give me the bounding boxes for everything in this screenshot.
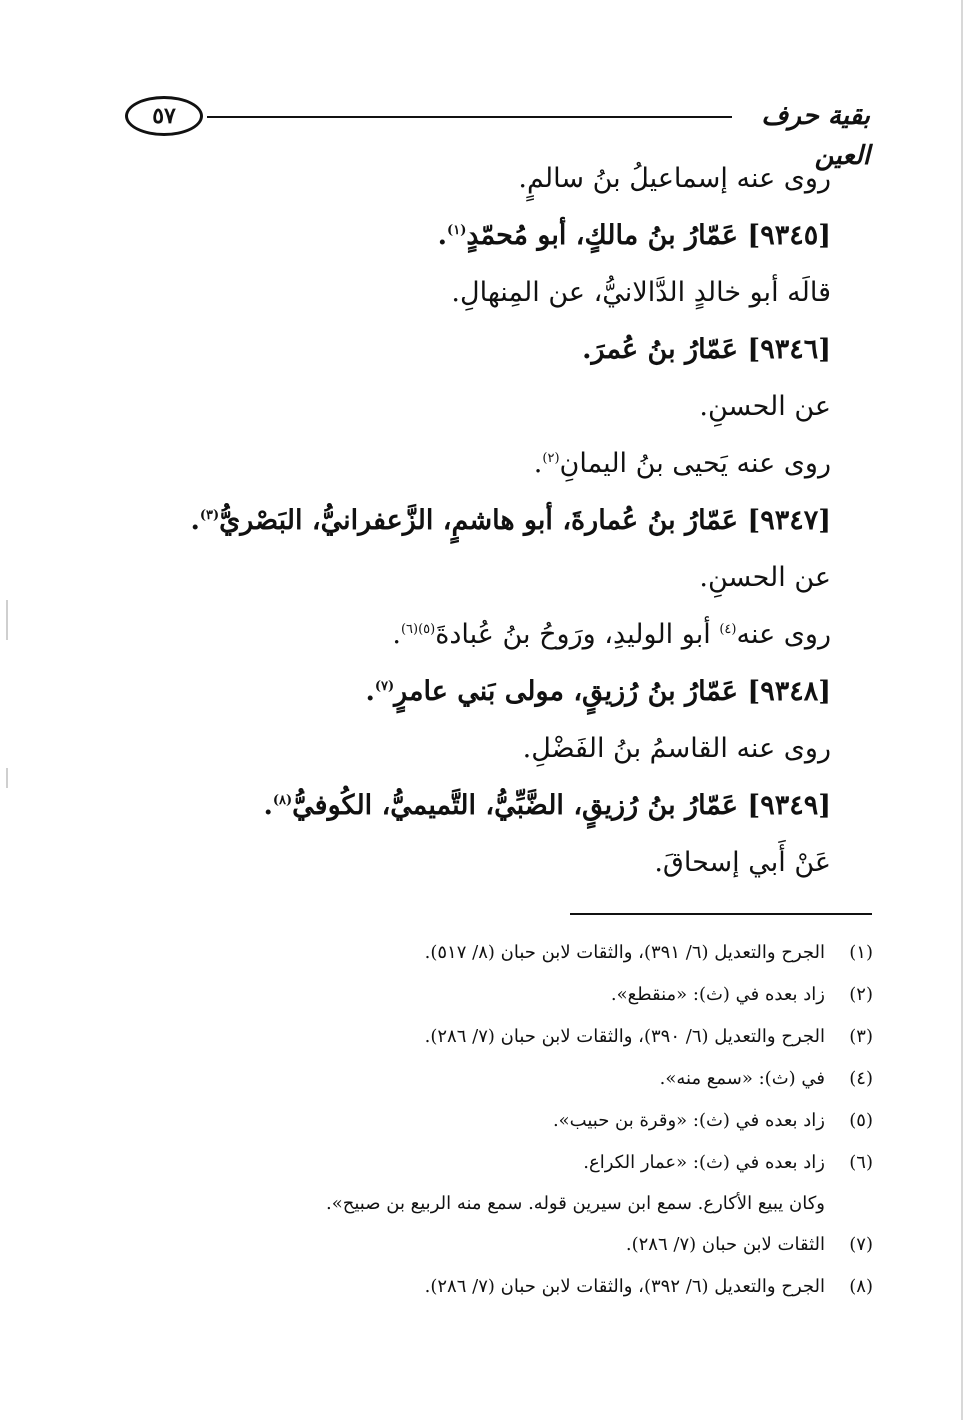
entry-heading [191, 663, 831, 720]
footnote-text: زاد بعده في (ث): «وقرة بن حبيب». [552, 1110, 825, 1131]
footnote-marker: (٢) [542, 451, 560, 466]
line-text: عن الحسنِ. [699, 562, 831, 593]
footnote-number: (٨) [849, 1276, 873, 1297]
footnotes [313, 932, 873, 1308]
line-tail: . [437, 220, 448, 251]
footnote-item [313, 1266, 873, 1308]
entry-number: [٩٣٤٦] [747, 334, 831, 365]
footnote-text: الجرح والتعديل (٦/ ٣٩٢)، والثقات لابن حبان (٧/ ٢٨٦). [424, 1276, 825, 1297]
footnote-number: (٥) [849, 1110, 873, 1131]
entry-name: عَمّارُ بنُ رُزيقٍ، الضَّبِّيُّ، التَّميميُّ، الكُوفيُّ [292, 790, 748, 821]
footnote-marker: (٤) [719, 622, 737, 637]
text-line [191, 834, 831, 891]
scan-mark [6, 768, 8, 788]
footnote-continuation: وكان يبيع الأكارع. سمع ابن سيرين قوله. سمع منه الربيع بن صبيح». [326, 1193, 825, 1214]
scan-mark [6, 600, 8, 640]
line-tail: . [392, 619, 401, 650]
footnote-number: (٦) [849, 1152, 873, 1173]
entry-number: [٩٣٤٨] [747, 676, 831, 707]
footnote-text: زاد بعده في (ث): «عمار الكراع. [583, 1152, 825, 1173]
footnote-text: زاد بعده في (ث): «منقطع». [610, 984, 825, 1005]
footnote-number: (٤) [849, 1068, 873, 1089]
footnote-item [313, 1058, 873, 1100]
footnote-number: (٣) [849, 1026, 873, 1047]
footnote-number: (٢) [849, 984, 873, 1005]
footnote-text: الجرح والتعديل (٦/ ٣٩٠)، والثقات لابن حبان (٧/ ٢٨٦). [424, 1026, 825, 1047]
footnote-marker: (٣) [199, 508, 220, 523]
line-text: روى عنه القاسمُ بنُ الفَضْلِ. [522, 733, 831, 764]
entry-heading [191, 492, 831, 549]
line-text: روى عنه يَحيى بنُ اليمانِ [559, 448, 831, 479]
footnote-marker: (٧) [374, 679, 395, 694]
entry-name: عَمّارُ بنُ مالكٍ، أبو مُحمّدٍ [466, 220, 748, 251]
page-number: ٥٧ [125, 96, 203, 136]
line-tail: . [190, 505, 200, 536]
page-edge-line [961, 0, 963, 1420]
footnote-number: (٧) [849, 1234, 873, 1255]
text-line [191, 264, 831, 321]
entry-name: عَمّارُ بنُ عُمارةَ، أبو هاشمٍ، الزَّعفرانيُّ، البَصْريُّ [219, 505, 748, 536]
line-text: عَنْ أَبي إسحاقَ. [654, 847, 831, 878]
line-tail: . [263, 790, 273, 821]
entry-name: عَمّارُ بنُ عُمرَ. [582, 334, 748, 365]
page-header [125, 96, 870, 171]
footnote-item [313, 1142, 873, 1184]
footnote-text: الثقات لابن حبان (٧/ ٢٨٦). [625, 1234, 825, 1255]
line-tail: . [365, 676, 375, 707]
footnote-item [313, 1016, 873, 1058]
footnote-marker: (١) [447, 223, 467, 238]
footnote-item [313, 932, 873, 974]
entry-heading [191, 207, 831, 264]
text-line [191, 720, 831, 777]
entry-heading [191, 321, 831, 378]
footnote-item [313, 974, 873, 1016]
entry-number: [٩٣٤٧] [747, 505, 831, 536]
line-text: أبو الوليدِ، ورَوحُ بنُ عُبادةَ [435, 619, 720, 650]
footnote-item [313, 1224, 873, 1266]
main-text [191, 150, 831, 891]
text-line [191, 150, 831, 207]
footnote-separator [570, 913, 872, 915]
header-rule [207, 116, 732, 118]
footnote-text: الجرح والتعديل (٦/ ٣٩١)، والثقات لابن حبان (٨/ ٥١٧). [424, 942, 825, 963]
text-line [191, 606, 831, 663]
line-text: عن الحسنِ. [699, 391, 831, 422]
text-line [191, 378, 831, 435]
text-line [191, 435, 831, 492]
footnote-marker: (٥)(٦) [400, 622, 436, 637]
line-tail: . [533, 448, 543, 479]
entry-name: عَمّارُ بنُ رُزيقٍ، مولى بَني عامرٍ [394, 676, 748, 707]
footnote-text: في (ث): «سمع منه». [659, 1068, 825, 1089]
running-title: بقية حرف العين [761, 101, 870, 171]
footnote-item [313, 1100, 873, 1142]
line-text: قالَه أبو خالدٍ الدَّالانيُّ، عن المِنهالِ. [451, 277, 831, 308]
footnote-marker: (٨) [272, 793, 293, 808]
entry-number: [٩٣٤٩] [747, 790, 831, 821]
entry-number: [٩٣٤٥] [747, 220, 831, 251]
entry-heading [191, 777, 831, 834]
line-text: روى عنه [736, 619, 831, 650]
footnote-number: (١) [849, 942, 873, 963]
text-line [191, 549, 831, 606]
line-text: روى عنه إسماعيلُ بنُ سالمٍ. [518, 163, 831, 194]
